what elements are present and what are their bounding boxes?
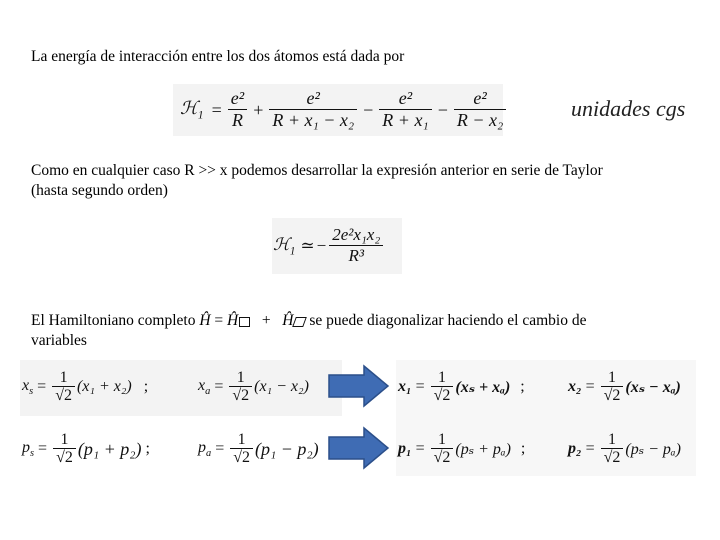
minus-sign-2: −: [437, 99, 448, 120]
xs-definition: $x_s$ = $\frac{1}{√2}$ (x₁ + x₂) ;: [22, 368, 149, 405]
fraction-term-1: $\frac{\text{e²}}{R}$: [228, 89, 247, 130]
approx-sign: ≃: [300, 236, 315, 255]
minus-sign-3: −: [316, 236, 327, 255]
p1-definition: p₁ = $\frac{1}{√2}$ (pₛ + pₐ) ;: [398, 430, 526, 467]
taylor-paragraph-line-1: Como en cualquier caso R >> x podemos desarrollar la expresión anterior en serie de Taylor: [31, 162, 603, 179]
minus-sign-1: −: [363, 99, 374, 120]
hamiltonian-paragraph-line-2: variables: [31, 332, 87, 349]
hamiltonian-text-d: se puede diagonalizar haciendo el cambio de: [309, 312, 587, 329]
units-label: unidades cgs: [571, 96, 686, 121]
hamiltonian-equals: =: [214, 312, 224, 329]
hamiltonian-paragraph-line-1: [31, 311, 586, 331]
pa-definition: $p_a$ = $\frac{1}{√2}$ (p₁ − p₂): [198, 430, 319, 467]
hamiltonian-glyph-total: Ĥ: [199, 312, 211, 329]
equals-sign: =: [211, 99, 222, 120]
fraction-term-4: $\frac{\text{e²}}{\text{R − x₂}}$: [454, 89, 506, 130]
ps-definition: $p_s$ = $\frac{1}{√2}$ (p₁ + p₂) ;: [22, 430, 150, 467]
fraction-term-3: $\frac{\text{e²}}{\text{R + x₁}}$: [379, 89, 431, 130]
hamiltonian-glyph-part-2: Ĥ: [282, 312, 305, 329]
taylor-fraction: $\frac{\text{2e²x₁x₂}}{\text{R³}}$: [329, 226, 383, 265]
hamiltonian-glyph-part-1: Ĥ: [227, 312, 250, 329]
hamiltonian-symbol: ℋ$_1$: [180, 98, 204, 122]
intro-paragraph: La energía de interacción entre los dos átomos está dada por: [31, 48, 405, 65]
right-arrow-icon: [328, 364, 390, 408]
taylor-approximation-equation: [273, 220, 385, 272]
hamiltonian-text-a: El Hamiltoniano completo: [31, 312, 196, 329]
plus-sign: +: [253, 99, 264, 120]
hamiltonian-symbol-2: ℋ$_1$: [273, 234, 296, 258]
p2-definition: p₂ = $\frac{1}{√2}$ (pₛ − pₐ): [568, 430, 681, 467]
interaction-energy-equation: [176, 86, 508, 134]
xa-definition: $x_a$ = $\frac{1}{√2}$ (x₁ − x₂): [198, 368, 309, 405]
fraction-term-2: $\frac{\text{e²}}{\text{R + x₁ − x₂}}$: [269, 89, 357, 130]
x1-definition: x₁ = $\frac{1}{√2}$ (xₛ + xₐ) ;: [398, 368, 525, 405]
taylor-paragraph-line-2: (hasta segundo orden): [31, 182, 168, 199]
x2-definition: x₂ = $\frac{1}{√2}$ (xₛ − xₐ): [568, 368, 681, 405]
right-arrow-icon: [328, 426, 390, 470]
hamiltonian-plus: +: [261, 312, 271, 329]
